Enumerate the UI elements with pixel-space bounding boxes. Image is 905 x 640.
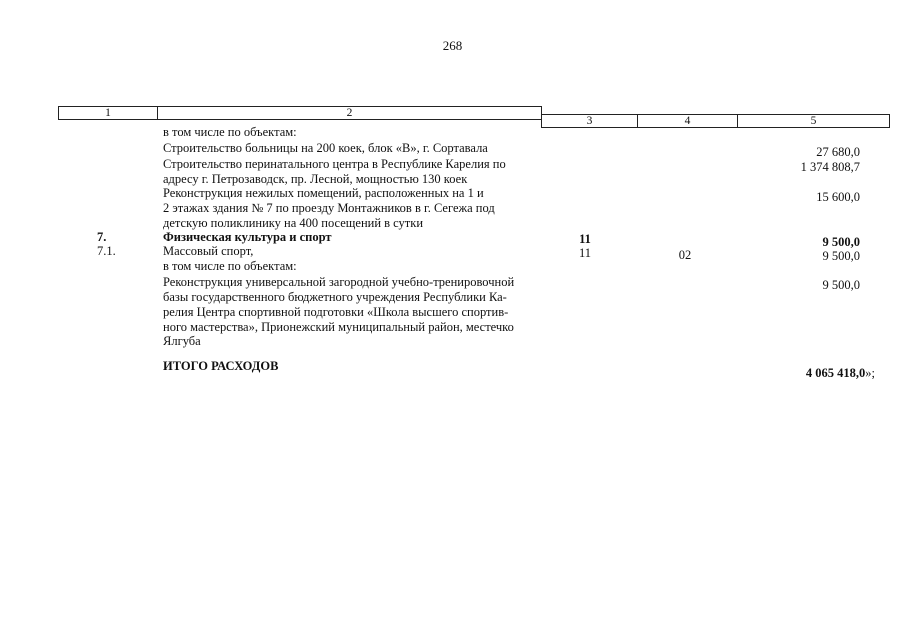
row-number: 7.1. xyxy=(97,244,116,258)
total-row xyxy=(700,366,875,381)
row-col5: 9 500,0 xyxy=(822,235,860,249)
row-col5: 27 680,0 xyxy=(816,145,860,159)
row-desc: детскую поликлинику на 400 посещений в сутки xyxy=(163,216,424,230)
total-suffix: »; xyxy=(865,366,875,380)
row-col5: 1 374 808,7 xyxy=(800,160,860,174)
row-desc: Строительство больницы на 200 коек, блок «В», г. Сортавала xyxy=(163,141,488,155)
row-col3: 11 xyxy=(579,232,591,246)
row-col5: 9 500,0 xyxy=(822,249,860,263)
row-desc: Ялгуба xyxy=(163,334,201,348)
row-desc: Строительство перинатального центра в Республике Карелия по xyxy=(163,157,506,171)
row-desc: в том числе по объектам: xyxy=(163,259,297,273)
header-col-4: 4 xyxy=(637,114,738,128)
header-col-1: 1 xyxy=(58,106,158,120)
page-number: 268 xyxy=(442,38,463,53)
row-desc: базы государственного бюджетного учреждения Республики Ка- xyxy=(163,290,507,304)
header-col-5: 5 xyxy=(737,114,890,128)
row-desc: релия Центра спортивной подготовки «Школа высшего спортив- xyxy=(163,305,509,319)
row-col3: 11 xyxy=(578,246,592,260)
total-label: ИТОГО РАСХОДОВ xyxy=(163,359,279,373)
row-desc: Реконструкция нежилых помещений, расположенных на 1 и xyxy=(163,186,484,200)
row-col4: 02 xyxy=(678,248,692,262)
header-col-3: 3 xyxy=(541,114,638,128)
row-desc: Массовый спорт, xyxy=(163,244,254,258)
header-col-2: 2 xyxy=(157,106,542,120)
row-col5: 15 600,0 xyxy=(816,190,860,204)
row-desc: Реконструкция универсальной загородной учебно-тренировочной xyxy=(163,275,515,289)
row-desc: адресу г. Петрозаводск, пр. Лесной, мощностью 130 коек xyxy=(163,172,468,186)
section-title: Физическая культура и спорт xyxy=(163,230,332,244)
row-desc: ного мастерства», Прионежский муниципальный район, местечко xyxy=(163,320,514,334)
row-desc: 2 этажах здания № 7 по проезду Монтажников в г. Сегежа под xyxy=(163,201,495,215)
row-number: 7. xyxy=(97,230,107,244)
row-col5: 9 500,0 xyxy=(822,278,860,292)
total-value: 4 065 418,0 xyxy=(805,366,866,380)
table-header xyxy=(58,106,890,127)
row-desc: в том числе по объектам: xyxy=(163,125,297,139)
